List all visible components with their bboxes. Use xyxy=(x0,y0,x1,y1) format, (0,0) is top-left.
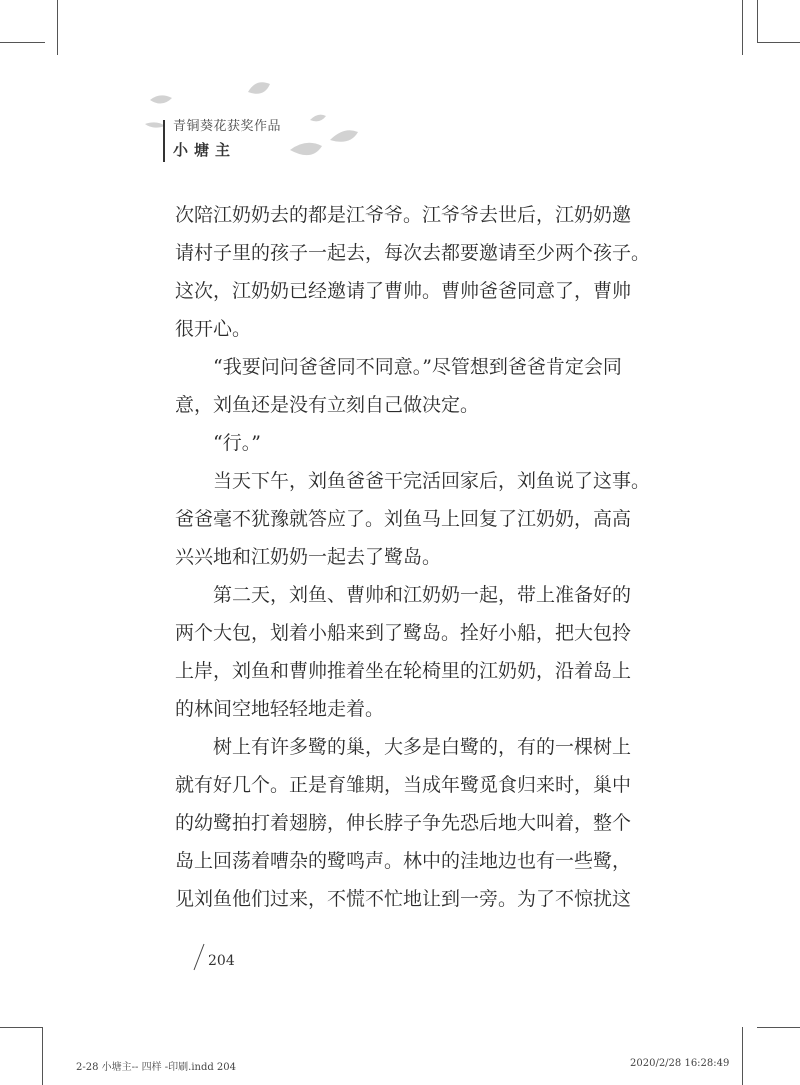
text-line: 兴兴地和江奶奶一起去了鹭岛。 xyxy=(175,546,442,568)
text-line: 上岸，刘鱼和曹帅推着坐在轮椅里的江奶奶，沿着岛上 xyxy=(175,660,632,682)
text-line: “我要问问爸爸同不同意。”尽管想到爸爸肯定会同 xyxy=(213,356,622,378)
petal-decoration xyxy=(0,0,800,200)
slug-file-info: 2-28 小塘主-- 四样 -印刷.indd 204 xyxy=(76,1062,237,1073)
text-line: 次陪江奶奶去的都是江爷爷。江爷爷去世后，江奶奶邀 xyxy=(175,204,632,226)
text-line: 就有好几个。正是育雏期，当成年鹭觅食归来时，巢中 xyxy=(175,774,632,796)
text-line: 岛上回荡着嘈杂的鹭鸣声。林中的洼地边也有一些鹭， xyxy=(175,850,632,872)
text-line: 请村子里的孩子一起去，每次去都要邀请至少两个孩子。 xyxy=(175,242,651,264)
text-line: 当天下午，刘鱼爸爸干完活回家后，刘鱼说了这事。 xyxy=(213,470,651,492)
crop-mark-bottom-left-horizontal xyxy=(0,1027,42,1028)
text-line: “行。” xyxy=(213,432,261,454)
text-line: 的林间空地轻轻地走着。 xyxy=(175,698,385,720)
text-line: 的幼鹭拍打着翅膀，伸长脖子争先恐后地大叫着，整个 xyxy=(175,812,632,834)
text-line: 两个大包，划着小船来到了鹭岛。拴好小船，把大包拎 xyxy=(175,622,632,644)
text-line: 第二天，刘鱼、曹帅和江奶奶一起，带上准备好的 xyxy=(213,584,632,606)
crop-mark-bottom-left-vertical xyxy=(42,1027,43,1085)
running-head xyxy=(173,118,281,162)
text-line: 这次，江奶奶已经邀请了曹帅。曹帅爸爸同意了，曹帅 xyxy=(175,280,632,302)
series-title: 青铜葵花获奖作品 xyxy=(173,119,282,134)
book-title: 小塘主 xyxy=(173,141,237,159)
page-number: 204 xyxy=(208,953,235,969)
folio-slash xyxy=(190,942,210,972)
header-rule xyxy=(163,120,165,162)
text-line: 意，刘鱼还是没有立刻自己做决定。 xyxy=(175,394,480,416)
slug-timestamp: 2020/2/28 16:28:49 xyxy=(630,1058,730,1069)
text-line: 爸爸毫不犹豫就答应了。刘鱼马上回复了江奶奶，高高 xyxy=(175,508,632,530)
text-line: 很开心。 xyxy=(175,318,252,340)
body-text xyxy=(175,196,651,918)
crop-mark-bottom-right-vertical xyxy=(742,1027,743,1085)
crop-mark-bottom-right-horizontal xyxy=(757,1027,800,1028)
text-line: 树上有许多鹭的巢，大多是白鹭的，有的一棵树上 xyxy=(213,736,632,758)
text-line: 见刘鱼他们过来，不慌不忙地让到一旁。为了不惊扰这 xyxy=(175,888,632,910)
